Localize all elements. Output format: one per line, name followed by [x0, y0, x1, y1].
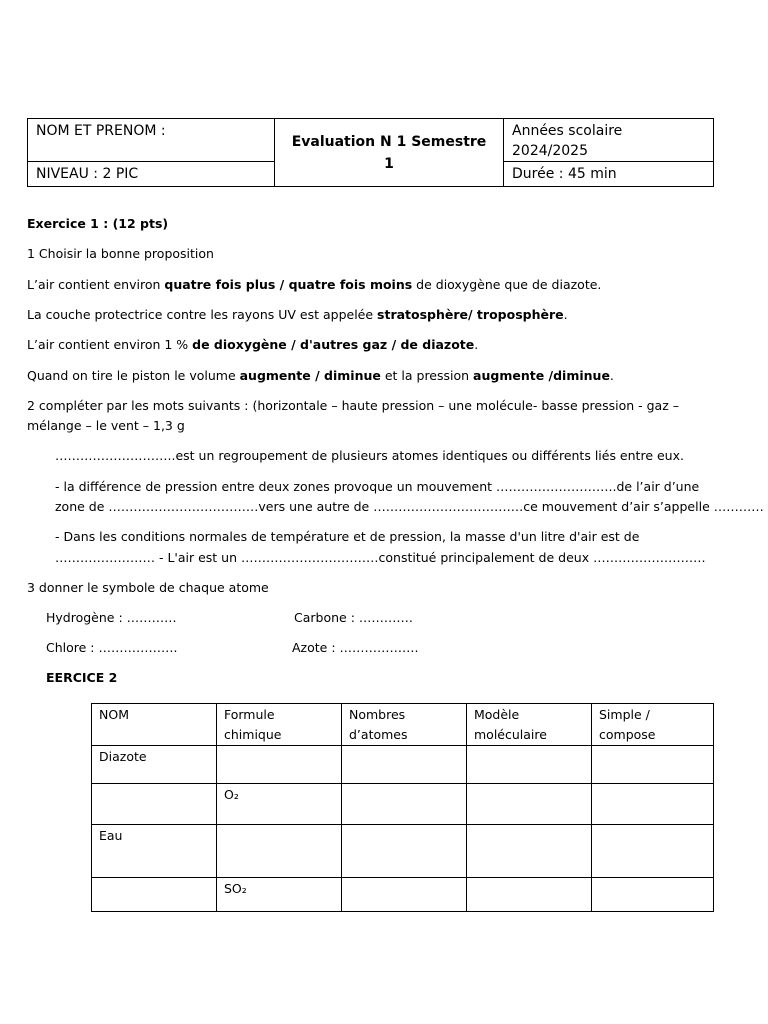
statement-1-end: de dioxygène que de diazote.	[412, 277, 602, 292]
table-cell[interactable]	[92, 878, 217, 912]
table-cell[interactable]	[467, 825, 592, 878]
statement-4-text: Quand on tire le piston le volume	[27, 368, 240, 383]
statement-2-choice: stratosphère/ troposphère	[377, 307, 564, 322]
title-cell	[275, 119, 504, 187]
statement-3-choice: de dioxygène / d'autres gaz / de diazote	[192, 337, 475, 352]
statement-1-choice: quatre fois plus / quatre fois moins	[164, 277, 413, 292]
table-cell[interactable]	[342, 825, 467, 878]
table-header-row	[92, 704, 714, 746]
fill-sentence-1: ………………………..est un regroupement de plusieurs atomes identiques ou différents liés entre eux.	[55, 448, 684, 463]
table-cell[interactable]	[467, 746, 592, 784]
header-text: moléculaire	[474, 727, 547, 742]
table-cell[interactable]	[92, 784, 217, 825]
duration-label: Durée : 45 min	[512, 166, 617, 182]
statement-4-middle: et la pression	[380, 368, 474, 383]
duration-cell	[504, 162, 714, 187]
table-cell[interactable]	[592, 878, 714, 912]
year-label: Années scolaire	[512, 123, 623, 139]
level-label: NIVEAU : 2 PIC	[36, 166, 139, 182]
table-cell[interactable]	[592, 746, 714, 784]
statement-3-end: .	[474, 337, 479, 352]
statement-2	[27, 307, 568, 322]
table-cell[interactable]: SO₂	[217, 878, 342, 912]
q2-line1: 2 compléter par les mots suivants : (horizontale – haute pression – une molécule- basse pression - gaz –	[27, 398, 680, 413]
table-cell[interactable]	[342, 746, 467, 784]
header-cell	[217, 704, 342, 746]
statement-3	[27, 337, 478, 352]
table-cell[interactable]	[217, 746, 342, 784]
table-cell[interactable]	[342, 784, 467, 825]
hydrogen-symbol: Hydrogène : …………	[46, 610, 177, 625]
table-cell[interactable]	[467, 878, 592, 912]
name-label: NOM ET PRENOM :	[36, 123, 166, 139]
header-text: Simple /	[599, 707, 650, 722]
statement-4-choice-b: augmente /diminue	[473, 368, 610, 383]
evaluation-title-line2: 1	[384, 155, 394, 172]
q2-line2: mélange – le vent – 1,3 g	[27, 418, 185, 433]
year-cell	[504, 119, 714, 162]
year-value: 2024/2025	[512, 143, 588, 159]
table-cell[interactable]: Eau	[92, 825, 217, 878]
statement-1	[27, 277, 601, 292]
q1-title: 1 Choisir la bonne proposition	[27, 246, 214, 261]
header-text: chimique	[224, 727, 282, 742]
table-cell[interactable]	[467, 784, 592, 825]
nitrogen-symbol: Azote : ……………….	[292, 640, 419, 655]
fill-sentence-3-line2: …………………… - L'air est un ……………………………constitué principalement de deux ………………………	[55, 550, 706, 565]
header-cell	[592, 704, 714, 746]
table-cell[interactable]	[592, 825, 714, 878]
table-row	[92, 825, 714, 878]
exercise1-title: Exercice 1 : (12 pts)	[27, 216, 169, 231]
chlorine-symbol: Chlore : ……………….	[46, 640, 178, 655]
header-cell	[342, 704, 467, 746]
header-text: d’atomes	[349, 727, 408, 742]
fill-sentence-3-line1: - Dans les conditions normales de température et de pression, la masse d'un litre d'air est de	[55, 529, 640, 544]
header-cell	[467, 704, 592, 746]
level-cell	[28, 162, 275, 187]
table-cell[interactable]: O₂	[217, 784, 342, 825]
statement-4	[27, 368, 614, 383]
compound-table	[91, 703, 714, 912]
statement-2-text: La couche protectrice contre les rayons UV est appelée	[27, 307, 378, 322]
table-cell[interactable]	[217, 825, 342, 878]
q3-title: 3 donner le symbole de chaque atome	[27, 580, 269, 595]
table-cell[interactable]	[342, 878, 467, 912]
statement-1-text: L’air contient environ	[27, 277, 165, 292]
evaluation-title-line1: Evaluation N 1 Semestre	[291, 133, 487, 150]
statement-3-text: L’air contient environ 1 %	[27, 337, 193, 352]
header-text: Nombres	[349, 707, 406, 722]
fill-sentence-2-line1: - la différence de pression entre deux zones provoque un mouvement ………………………..de l’air d’une	[55, 479, 700, 494]
table-cell[interactable]	[592, 784, 714, 825]
header-text: Formule	[224, 707, 275, 722]
table-cell[interactable]: Diazote	[92, 746, 217, 784]
table-row	[92, 784, 714, 825]
header-text: Modèle	[474, 707, 520, 722]
header-cell	[92, 704, 217, 746]
table-row	[92, 746, 714, 784]
header-table	[27, 118, 714, 187]
exercise2-title: EERCICE 2	[46, 670, 118, 685]
statement-2-end: .	[563, 307, 568, 322]
header-text: compose	[599, 727, 656, 742]
statement-4-end: .	[609, 368, 614, 383]
statement-4-choice-a: augmente / diminue	[239, 368, 381, 383]
fill-sentence-2-line2: zone de ………………………………vers une autre de ………………………………ce mouvement d’air s’appelle …………	[55, 499, 764, 514]
table-row	[92, 878, 714, 912]
name-cell	[28, 119, 275, 162]
header-text: NOM	[99, 707, 129, 722]
carbon-symbol: Carbone : ………….	[294, 610, 413, 625]
